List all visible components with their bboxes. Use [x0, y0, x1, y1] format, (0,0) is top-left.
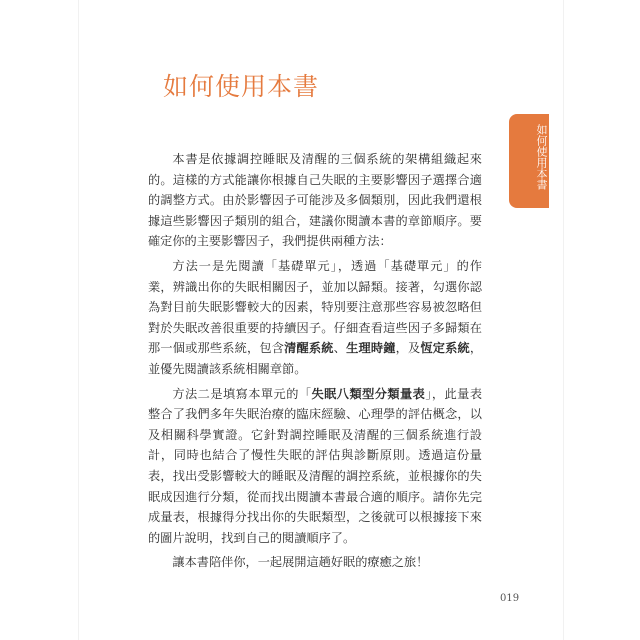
bold-term-homeostatic-system: 恆定系統: [420, 341, 470, 356]
paragraph-3-start: 方法二是填寫本單元的「: [172, 386, 312, 401]
bold-term-wake-system: 清醒系統: [284, 341, 334, 356]
paragraph-2-text: 方法一是先閱讀「基礎單元」，透過「基礎單元」的作業，辨識出你的失眠相關因子，並加以歸類。接著，勾選你認為對目前失眠影響較大的因素，特別要注意那些容易被忽略但對於失眠改善很重要的持續因子。仔細查看這些因子多歸類在那一個或那些系統，包含: [148, 258, 482, 356]
page-number: 019: [500, 593, 520, 604]
separator: 、: [333, 341, 347, 356]
page-title: 如何使用本書: [163, 72, 320, 101]
side-tab-label: 如何使用本書: [535, 124, 548, 190]
chapter-side-tab: [509, 114, 549, 208]
paragraph-2: [148, 256, 482, 380]
paragraph-3: [148, 384, 482, 549]
bold-term-scale: 失眠八類型分類量表: [311, 386, 426, 401]
paragraph-2-end: ，並優先閱讀該系統相關章節。: [148, 341, 483, 376]
body-text: [148, 149, 482, 577]
paragraph-1: 本書是依據調控睡眠及清醒的三個系統的架構組織起來的。這樣的方式能讓你根據自己失眠的主要影響因子選擇合適的調整方式。由於影響因子可能涉及多個類別，因此我們還根據這些影響因子類別的組合，建議你閱讀本書的章節順序。要確定你的主要影響因子，我們提供兩種方法：: [148, 152, 482, 249]
paragraph-3-text: 」，此量表整合了我們多年失眠治療的臨床經驗、心理學的評估概念，以及相關科學實證。它針對調控睡眠及清醒的三個系統進行設計，同時也結合了慢性失眠的評估與診斷原則。透過這份量表，找出受影響較大的睡眠及清醒的調控系統，並根據你的失眠成因進行分類，從而找出閱讀本書最合適的順序。請你先完成量表，根據得分找出你的失眠類型，之後就可以根據接下來的圖片說明，找到自己的閱讀順序了。: [148, 386, 483, 545]
separator: ，及: [395, 341, 421, 356]
paragraph-4: 讓本書陪伴你，一起展開這趟好眠的療癒之旅！: [172, 555, 429, 570]
bold-term-circadian-clock: 生理時鐘: [346, 341, 396, 356]
